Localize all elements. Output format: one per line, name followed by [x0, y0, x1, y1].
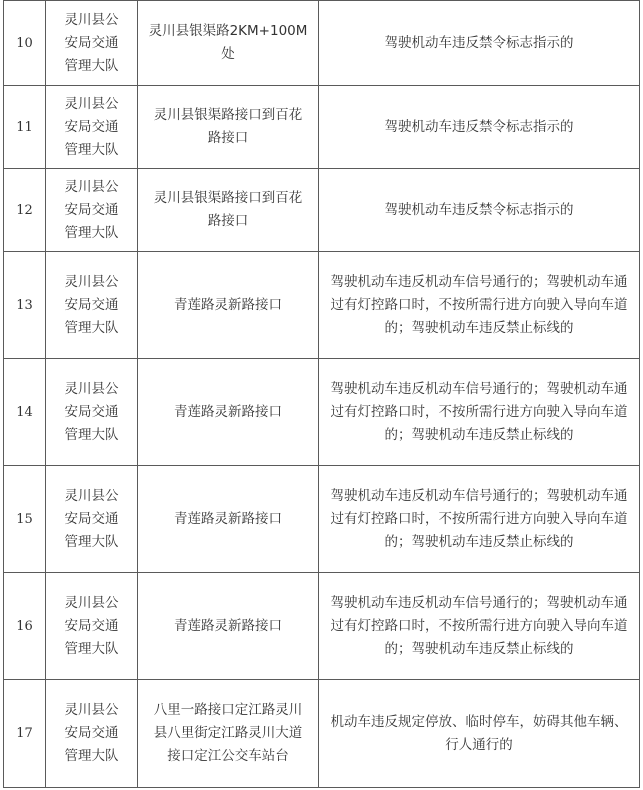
location: 灵川县银渠路接口到百花路接口	[138, 169, 319, 252]
table-row	[4, 573, 640, 680]
row-number: 12	[4, 169, 46, 252]
violation: 驾驶机动车违反机动车信号通行的；驾驶机动车通过有灯控路口时，不按所需行进方向驶入导向车道的；驾驶机动车违反禁止标线的	[319, 573, 640, 680]
table-row	[4, 466, 640, 573]
table-body	[4, 1, 640, 788]
violation: 驾驶机动车违反禁令标志指示的	[319, 169, 640, 252]
violation: 机动车违反规定停放、临时停车，妨碍其他车辆、行人通行的	[319, 680, 640, 788]
enforcement-unit: 灵川县公安局交通管理大队	[46, 169, 138, 252]
row-number: 16	[4, 573, 46, 680]
table-row	[4, 252, 640, 359]
enforcement-unit: 灵川县公安局交通管理大队	[46, 86, 138, 169]
table-row	[4, 86, 640, 169]
table-row	[4, 1, 640, 86]
row-number: 10	[4, 1, 46, 86]
violation: 驾驶机动车违反机动车信号通行的；驾驶机动车通过有灯控路口时，不按所需行进方向驶入导向车道的；驾驶机动车违反禁止标线的	[319, 252, 640, 359]
violation: 驾驶机动车违反机动车信号通行的；驾驶机动车通过有灯控路口时，不按所需行进方向驶入导向车道的；驾驶机动车违反禁止标线的	[319, 466, 640, 573]
violation: 驾驶机动车违反禁令标志指示的	[319, 1, 640, 86]
enforcement-unit: 灵川县公安局交通管理大队	[46, 466, 138, 573]
row-number: 14	[4, 359, 46, 466]
location: 青莲路灵新路接口	[138, 252, 319, 359]
enforcement-unit: 灵川县公安局交通管理大队	[46, 252, 138, 359]
enforcement-unit: 灵川县公安局交通管理大队	[46, 680, 138, 788]
violation: 驾驶机动车违反禁令标志指示的	[319, 86, 640, 169]
enforcement-unit: 灵川县公安局交通管理大队	[46, 1, 138, 86]
location: 八里一路接口定江路灵川县八里街定江路灵川大道接口定江公交车站台	[138, 680, 319, 788]
enforcement-sites-table	[3, 0, 640, 788]
table-row	[4, 359, 640, 466]
table-row	[4, 169, 640, 252]
row-number: 13	[4, 252, 46, 359]
location: 青莲路灵新路接口	[138, 466, 319, 573]
row-number: 15	[4, 466, 46, 573]
location: 灵川县银渠路2KM+100M处	[138, 1, 319, 86]
location: 青莲路灵新路接口	[138, 573, 319, 680]
row-number: 17	[4, 680, 46, 788]
location: 青莲路灵新路接口	[138, 359, 319, 466]
row-number: 11	[4, 86, 46, 169]
enforcement-unit: 灵川县公安局交通管理大队	[46, 573, 138, 680]
table-row	[4, 680, 640, 788]
violation: 驾驶机动车违反机动车信号通行的；驾驶机动车通过有灯控路口时，不按所需行进方向驶入导向车道的；驾驶机动车违反禁止标线的	[319, 359, 640, 466]
location: 灵川县银渠路接口到百花路接口	[138, 86, 319, 169]
enforcement-unit: 灵川县公安局交通管理大队	[46, 359, 138, 466]
